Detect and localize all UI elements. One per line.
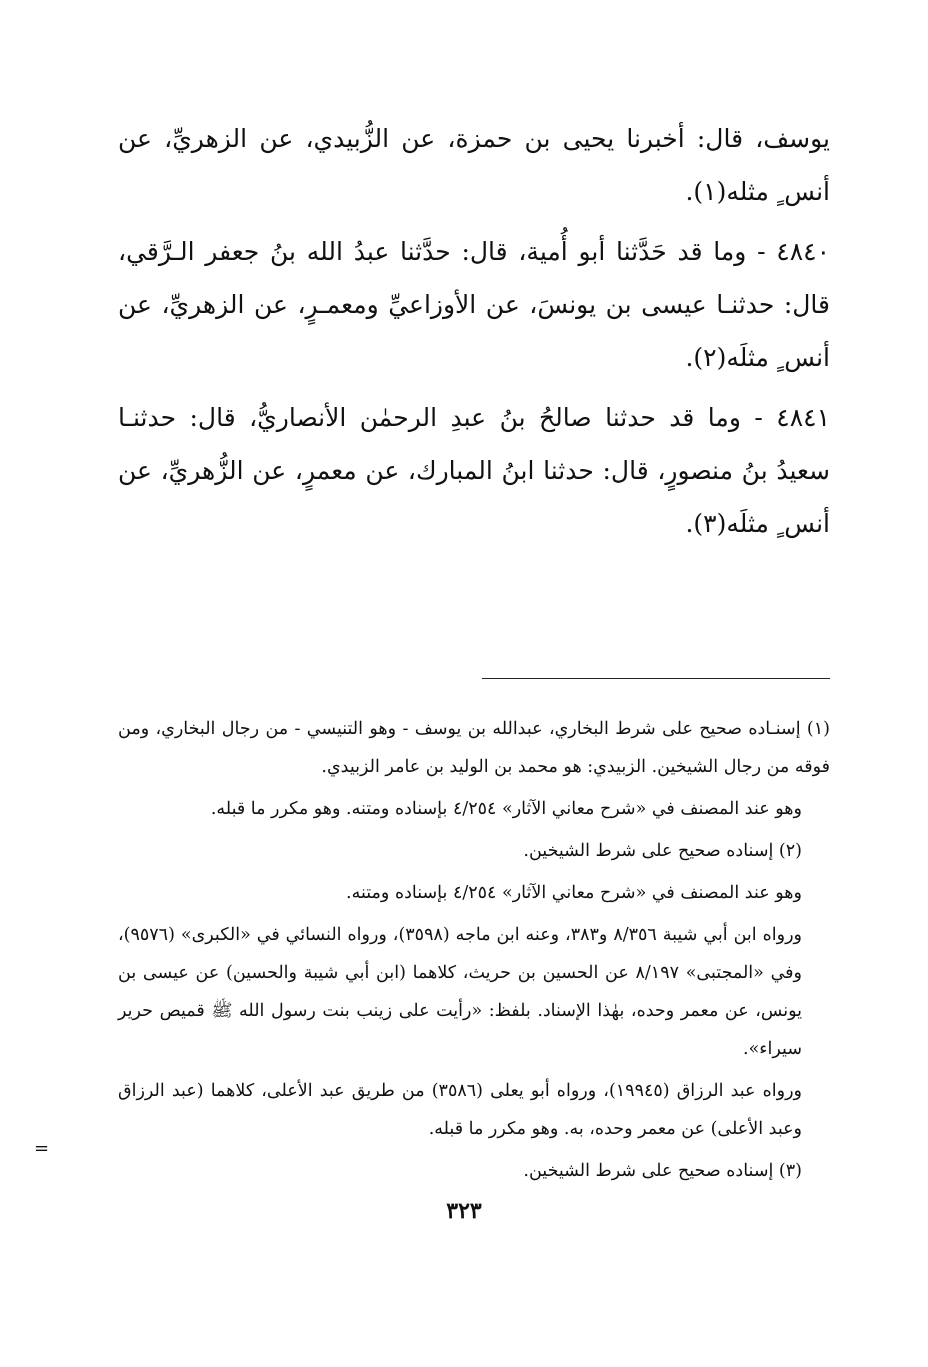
page-number: ٣٢٣ xyxy=(446,1198,482,1224)
footnote-1: (١) إسنـاده صحيح على شرط البخاري، عبدالله بن يوسف - وهو التنيسي - من رجال البخاري، ومن فوقه من رجال الشيخين. الزبيدي: هو محمد بن الوليد بن عامر الزبيدي. xyxy=(118,719,830,777)
footnote-1-source: وهو عند المصنف في «شرح معاني الآثار» ٤/٢٥٤ بإسناده ومتنه. وهو مكرر ما قبله. xyxy=(210,799,802,819)
hadith-4840: ٤٨٤٠ - وما قد حَدَّثنا أبو أُمية، قال: حدَّثنا عبدُ الله بنُ جعفر الـرَّقي، قال: حدثنـا عيسى بن يونسَ، عن الأوزاعيِّ ومعمـرٍ، عن الزهريِّ، عن أنس ٍ مثلَه(٢). xyxy=(118,237,830,372)
hadith-4841: ٤٨٤١ - وما قد حدثنا صالحُ بنُ عبدِ الرحمٰن الأنصاريُّ، قال: حدثنـا سعيدُ بنُ منصورٍ، قال: حدثنا ابنُ المبارك، عن معمرٍ، عن الزُّهريِّ، عن أنس ٍ مثلَه(٣). xyxy=(118,403,830,538)
footnote-divider xyxy=(482,678,830,679)
footnote-3: (٣) إسناده صحيح على شرط الشيخين. xyxy=(523,1161,802,1181)
page-body xyxy=(118,112,830,1181)
footnote-2-source: وهو عند المصنف في «شرح معاني الآثار» ٤/٢٥٤ بإسناده ومتنه. xyxy=(346,883,802,903)
continuation-mark: = xyxy=(34,1138,50,1159)
footnote-2-takhrij: ورواه ابن أبي شيبة ٨/٣٥٦ و٣٨٣، وعنه ابن ماجه (٣٥٩٨)، ورواه النسائي في «الكبرى» (٩٥٧٦)، وفي «المجتبى» ٨/١٩٧ عن الحسين بن حريث، كلاهما (ابن أبي شيبة والحسين) عن عيسى بن يونس، عن معمر وحده، بهٰذا الإسناد. بلفظ: «رأيت على زينب بنت رسول الله ﷺ قميص حرير سيراء». xyxy=(118,925,802,1059)
footnote-2-takhrij-2: ورواه عبد الرزاق (١٩٩٤٥)، ورواه أبو يعلى (٣٥٨٦) من طريق عبد الأعلى، كلاهما (عبد الرزاق وعبد الأعلى) عن معمر وحده، به. وهو مكرر ما قبله. xyxy=(118,1081,802,1139)
footnote-2: (٢) إسناده صحيح على شرط الشيخين. xyxy=(523,841,802,861)
main-text xyxy=(118,112,830,550)
paragraph-1: يوسف، قال: أخبرنا يحيى بن حمزة، عن الزُّبيدي، عن الزهريِّ، عن أنس ٍ مثله(١). xyxy=(118,124,830,206)
footnotes xyxy=(118,710,830,1194)
